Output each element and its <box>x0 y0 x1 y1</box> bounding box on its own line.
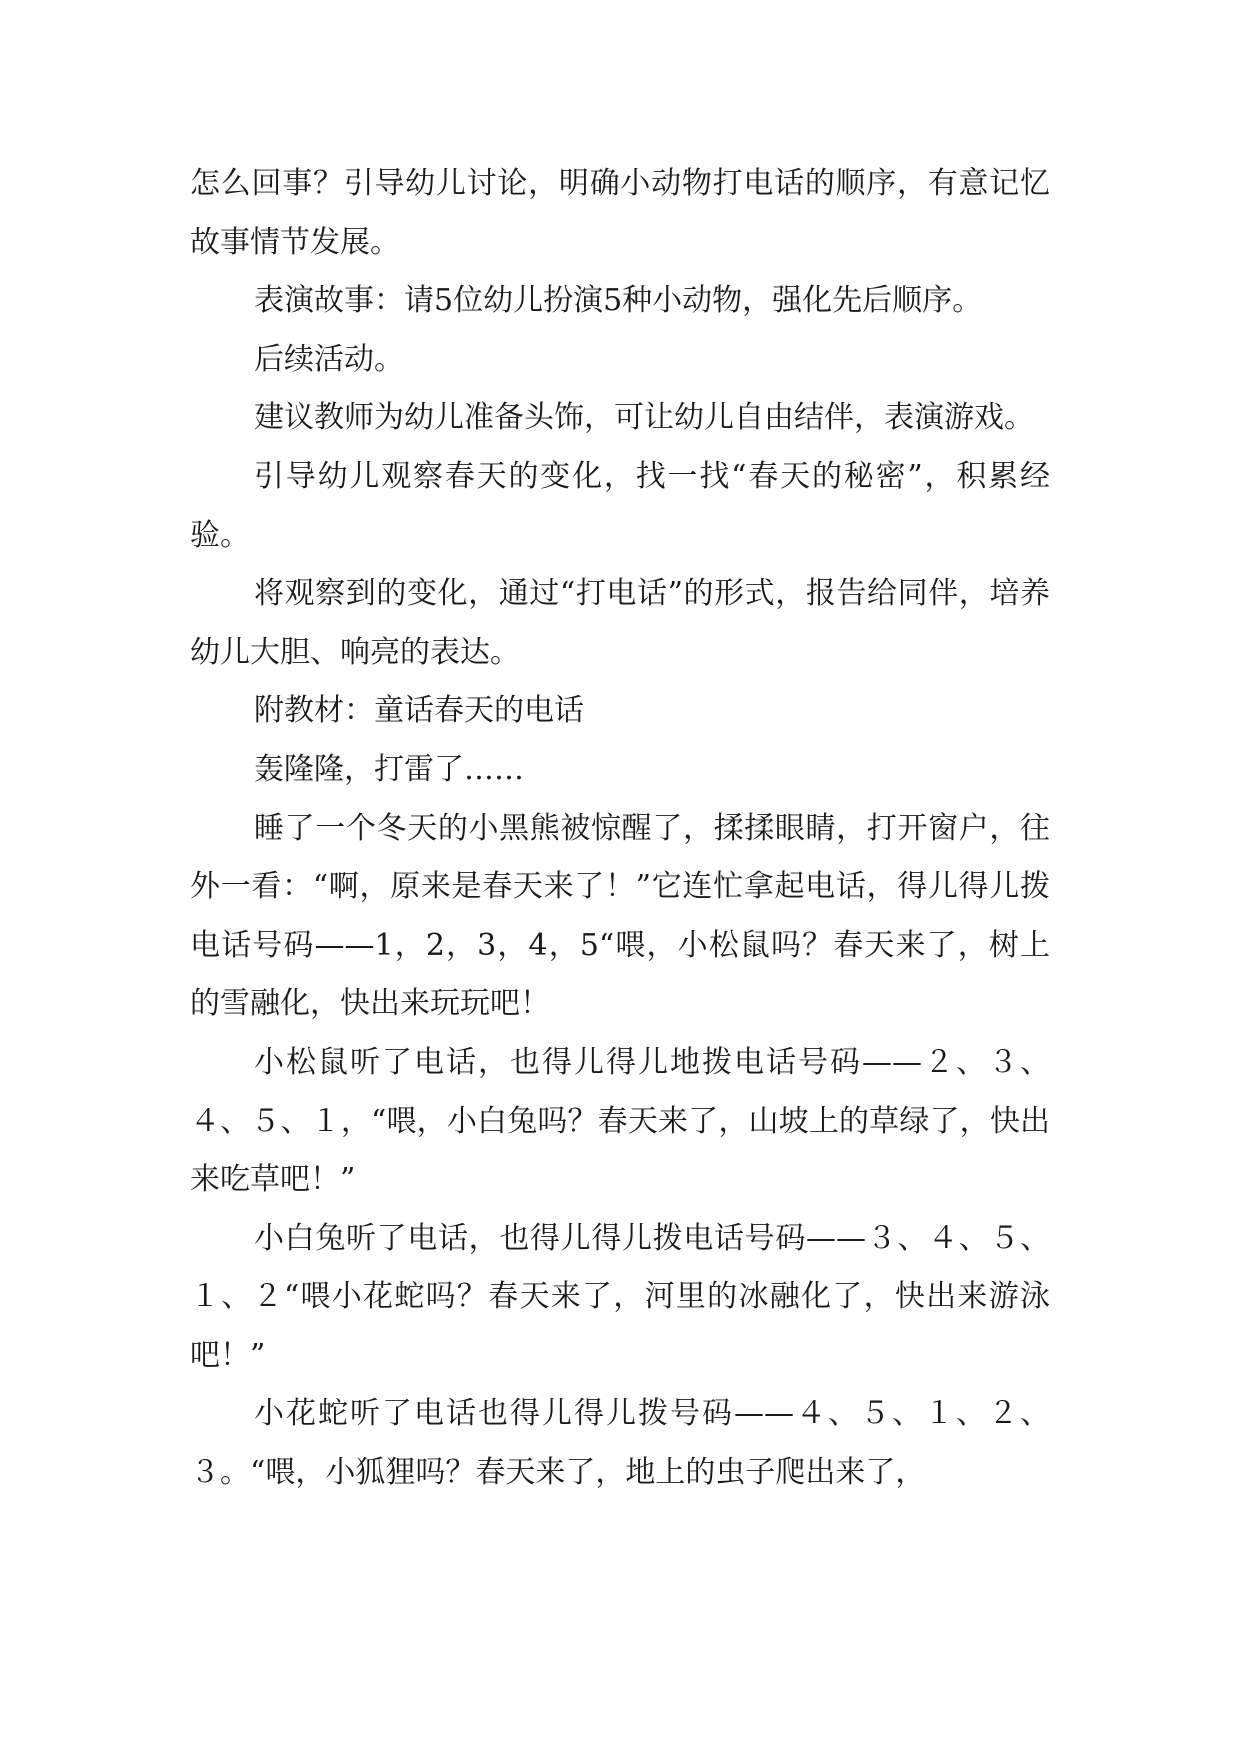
paragraph: 附教材：童话春天的电话 <box>254 693 584 729</box>
paragraph: 睡了一个冬天的小黑熊被惊醒了，揉揉眼睛，打开窗户，往外一看：“啊，原来是春天来了！”它连忙拿起电话，得儿得儿拨电话号码——1，2，3，4，5“喂，小松鼠吗？春天来了，树上的雪融化，快出来玩玩吧！ <box>190 810 1050 1022</box>
paragraph: 小花蛇听了电话也得儿得儿拨号码——４、５、１、２、３。“喂，小狐狸吗？春天来了，地上的虫子爬出来了， <box>190 1396 1050 1491</box>
paragraph: 将观察到的变化，通过“打电话”的形式，报告给同伴，培养幼儿大胆、响亮的表达。 <box>190 576 1050 670</box>
paragraph: 建议教师为幼儿准备头饰，可让幼儿自由结伴，表演游戏。 <box>254 400 1034 436</box>
paragraph: 小白兔听了电话，也得儿得儿拨电话号码——３、４、５、１、２“喂小花蛇吗？春天来了，河里的冰融化了，快出来游泳吧！” <box>190 1220 1050 1373</box>
paragraph: 轰隆隆，打雷了…… <box>254 751 524 787</box>
paragraph: 引导幼儿观察春天的变化，找一找“春天的秘密”，积累经验。 <box>190 458 1050 553</box>
document-body <box>190 155 1050 1503</box>
paragraph: 怎么回事？引导幼儿讨论，明确小动物打电话的顺序，有意记忆故事情节发展。 <box>190 166 1050 260</box>
paragraph: 表演故事：请5位幼儿扮演5种小动物，强化先后顺序。 <box>254 283 983 319</box>
paragraph: 后续活动。 <box>254 341 404 377</box>
paragraph: 小松鼠听了电话，也得儿得儿地拨电话号码——２、３、４、５、１，“喂，小白兔吗？春天来了，山坡上的草绿了，快出来吃草吧！” <box>190 1044 1050 1198</box>
